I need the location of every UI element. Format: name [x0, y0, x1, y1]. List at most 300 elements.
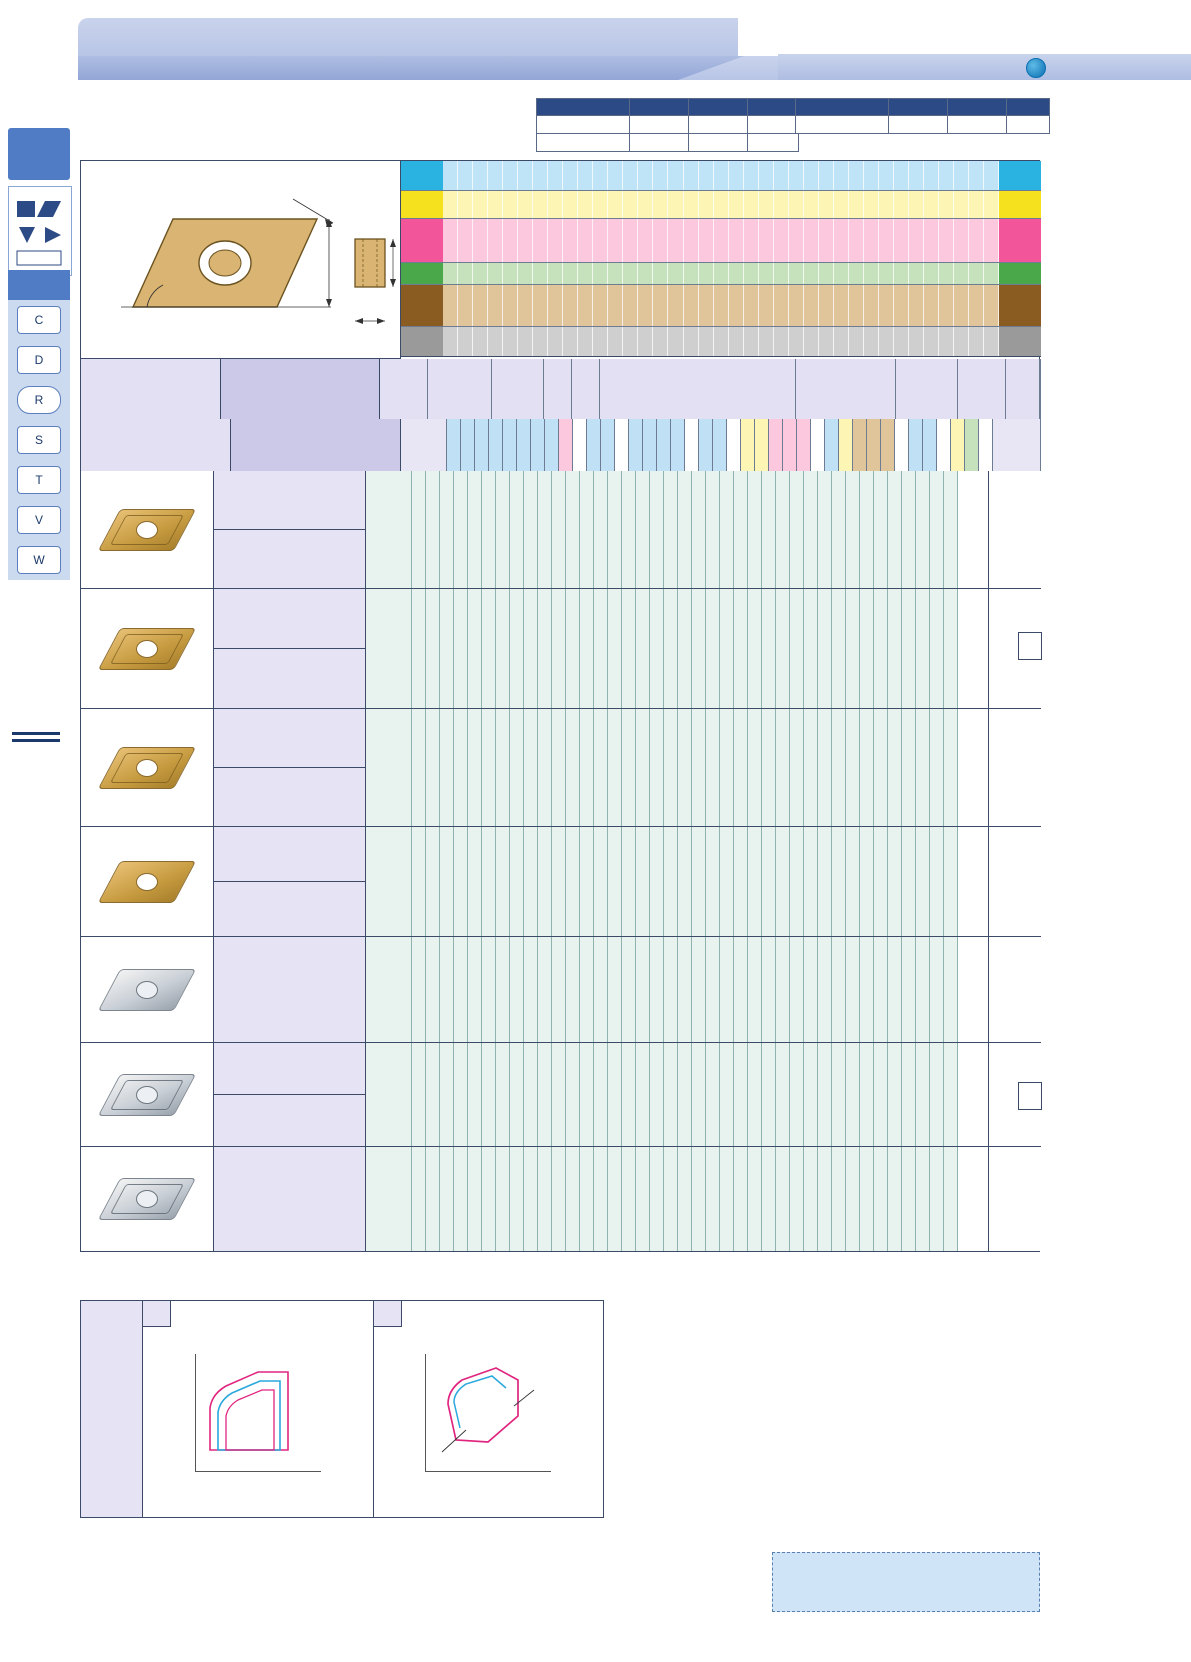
- data-cell: [594, 589, 608, 708]
- data-cell: [874, 1147, 888, 1251]
- data-cell: [804, 1043, 818, 1146]
- data-cell: [776, 589, 790, 708]
- data-cell: [594, 1147, 608, 1251]
- data-cell: [650, 589, 664, 708]
- data-cell: [496, 937, 510, 1042]
- data-cell: [566, 471, 580, 588]
- data-cell: [958, 1043, 988, 1146]
- header-group-zone-1: [380, 359, 1041, 419]
- data-cell: [552, 1043, 566, 1146]
- data-cell: [496, 709, 510, 826]
- table-row[interactable]: [81, 827, 1041, 937]
- equals-icon: [12, 732, 60, 754]
- top-table-left-r1c3: [689, 116, 748, 134]
- data-cell: [622, 937, 636, 1042]
- top-table-left-r1c2: [630, 116, 689, 134]
- data-cell: [944, 827, 958, 936]
- data-cell: [594, 937, 608, 1042]
- data-cell: [678, 1147, 692, 1251]
- data-cell: [482, 827, 496, 936]
- data-cell: [734, 1043, 748, 1146]
- data-cell: [538, 471, 552, 588]
- data-cell: [706, 471, 720, 588]
- data-cell: [776, 937, 790, 1042]
- data-cell: [804, 589, 818, 708]
- data-cell: [650, 471, 664, 588]
- data-cell: [720, 589, 734, 708]
- header-color-col-40: [993, 419, 1041, 471]
- sidebar-item-w-label: W: [17, 546, 61, 574]
- data-cell: [832, 589, 846, 708]
- data-cell: [496, 1043, 510, 1146]
- data-cell: [790, 1147, 804, 1251]
- data-cell: [622, 1147, 636, 1251]
- data-cell: [762, 1043, 776, 1146]
- data-cell: [930, 937, 944, 1042]
- data-cell: [944, 471, 958, 588]
- data-cell: [636, 1043, 650, 1146]
- top-table-left-r1c1: [537, 116, 630, 134]
- header-cell-dimension-2: [231, 419, 401, 471]
- data-cell: [804, 709, 818, 826]
- data-cell: [552, 1147, 566, 1251]
- insert-photo-2: [81, 589, 214, 708]
- data-cell: [818, 471, 832, 588]
- data-cell: [860, 1043, 874, 1146]
- data-cell: [692, 471, 706, 588]
- insert-photo-4: [81, 827, 214, 936]
- data-cell: [832, 1147, 846, 1251]
- header-group-7: [796, 359, 896, 419]
- table-row[interactable]: [81, 1043, 1041, 1147]
- sidebar-divider-block: [8, 270, 70, 304]
- data-cell: [482, 1043, 496, 1146]
- row-3-sub-1: [214, 709, 364, 768]
- data-cell: [426, 937, 440, 1042]
- figure-cell-right: [374, 1301, 604, 1517]
- data-cell: [566, 1147, 580, 1251]
- data-cell: [496, 589, 510, 708]
- data-cell: [832, 471, 846, 588]
- header-color-col-28: [825, 419, 839, 471]
- data-cell: [692, 1147, 706, 1251]
- data-cell: [538, 937, 552, 1042]
- sidebar-item-c[interactable]: [8, 300, 70, 340]
- data-cell: [440, 937, 454, 1042]
- row-5-data-columns: [366, 937, 988, 1042]
- data-cell: [916, 937, 930, 1042]
- insert-photo-3: [81, 709, 214, 826]
- header-group-8: [896, 359, 958, 419]
- data-cell: [776, 1043, 790, 1146]
- table-row: [537, 116, 799, 134]
- stripe-gray: [401, 327, 1041, 357]
- data-cell: [818, 709, 832, 826]
- stripe-yellow: [401, 191, 1041, 219]
- data-cell: [720, 937, 734, 1042]
- data-cell: [846, 1147, 860, 1251]
- data-cell: [664, 937, 678, 1042]
- data-cell: [734, 827, 748, 936]
- data-cell: [916, 1043, 930, 1146]
- table-row[interactable]: [81, 589, 1041, 709]
- top-table-right-r1c2: [889, 116, 948, 134]
- row-1-sub-1: [214, 471, 364, 530]
- header-group-9: [958, 359, 1006, 419]
- sidebar-item-v[interactable]: [8, 500, 70, 540]
- top-table-right: [795, 98, 1050, 134]
- data-cell: [622, 471, 636, 588]
- insert-photo-5: [81, 937, 214, 1042]
- sidebar-shape-legend-box: [8, 186, 72, 276]
- data-cell: [706, 937, 720, 1042]
- top-table-right-r1c1: [796, 116, 889, 134]
- data-cell: [734, 937, 748, 1042]
- data-cell: [958, 471, 988, 588]
- data-cell: [524, 827, 538, 936]
- sidebar-item-t-label: T: [17, 466, 61, 494]
- data-cell: [510, 589, 524, 708]
- data-cell: [818, 937, 832, 1042]
- data-cell: [804, 827, 818, 936]
- data-cell: [580, 1147, 594, 1251]
- data-cell: [790, 589, 804, 708]
- data-cell: [846, 471, 860, 588]
- data-cell: [608, 589, 622, 708]
- data-cell: [888, 1147, 902, 1251]
- data-cell: [776, 1147, 790, 1251]
- data-cell: [944, 937, 958, 1042]
- data-cell: [832, 1043, 846, 1146]
- figure-cell-left-tag: [143, 1301, 171, 1327]
- data-cell: [566, 709, 580, 826]
- data-cell: [790, 937, 804, 1042]
- header-color-col-14: [629, 419, 643, 471]
- data-cell: [818, 1043, 832, 1146]
- top-table-left: [536, 98, 799, 152]
- data-cell: [706, 1147, 720, 1251]
- data-cell: [748, 827, 762, 936]
- data-cell: [440, 1043, 454, 1146]
- header-color-col-38: [965, 419, 979, 471]
- data-cell: [440, 471, 454, 588]
- data-cell: [748, 1147, 762, 1251]
- data-cell: [902, 827, 916, 936]
- data-cell: [366, 1043, 412, 1146]
- data-cell: [958, 827, 988, 936]
- data-cell: [762, 827, 776, 936]
- data-cell: [594, 471, 608, 588]
- data-cell: [860, 1147, 874, 1251]
- data-cell: [720, 471, 734, 588]
- data-cell: [818, 1147, 832, 1251]
- row-3-sub-2: [214, 768, 364, 826]
- data-cell: [720, 1043, 734, 1146]
- data-cell: [902, 1147, 916, 1251]
- data-cell: [930, 1147, 944, 1251]
- data-cell: [958, 709, 988, 826]
- data-cell: [566, 1043, 580, 1146]
- sidebar-item-d[interactable]: [8, 340, 70, 380]
- sidebar-item-v-label: V: [17, 506, 61, 534]
- data-cell: [524, 589, 538, 708]
- data-cell: [622, 827, 636, 936]
- data-cell: [888, 471, 902, 588]
- header-color-col-19: [699, 419, 713, 471]
- table-row: [796, 116, 1050, 134]
- data-cell: [790, 827, 804, 936]
- data-cell: [552, 827, 566, 936]
- header-color-col-23: [755, 419, 769, 471]
- data-cell: [818, 827, 832, 936]
- data-cell: [734, 709, 748, 826]
- data-cell: [454, 937, 468, 1042]
- header-color-col-22: [741, 419, 755, 471]
- data-cell: [468, 709, 482, 826]
- data-cell: [412, 827, 426, 936]
- header-color-col-7: [531, 419, 545, 471]
- row-7-tail: [988, 1147, 1041, 1251]
- data-cell: [454, 709, 468, 826]
- data-cell: [958, 589, 988, 708]
- header-color-col-26: [797, 419, 811, 471]
- table-row[interactable]: [81, 709, 1041, 827]
- data-cell: [902, 589, 916, 708]
- data-cell: [636, 827, 650, 936]
- top-table-left-r2c2: [630, 134, 689, 152]
- header-color-col-2: [461, 419, 475, 471]
- page-header-band: [78, 18, 1120, 80]
- data-cell: [622, 709, 636, 826]
- insert-photo-6: [81, 1043, 214, 1146]
- data-cell: [594, 1043, 608, 1146]
- data-cell: [888, 827, 902, 936]
- stripe-brown: [401, 285, 1041, 327]
- data-cell: [902, 937, 916, 1042]
- data-cell: [524, 471, 538, 588]
- data-cell: [580, 937, 594, 1042]
- data-cell: [930, 1043, 944, 1146]
- data-cell: [734, 589, 748, 708]
- data-cell: [552, 937, 566, 1042]
- data-cell: [762, 937, 776, 1042]
- data-cell: [608, 709, 622, 826]
- data-cell: [804, 1147, 818, 1251]
- data-cell: [678, 937, 692, 1042]
- top-table-right-r1c4: [1007, 116, 1050, 134]
- data-cell: [874, 589, 888, 708]
- single-profile-curve: [425, 1354, 551, 1472]
- data-cell: [482, 471, 496, 588]
- data-cell: [366, 589, 412, 708]
- table-row: [537, 99, 799, 116]
- data-cell: [692, 589, 706, 708]
- header-cutout: [738, 18, 1191, 56]
- data-cell: [762, 1147, 776, 1251]
- data-cell: [552, 709, 566, 826]
- data-cell: [412, 709, 426, 826]
- header-color-col-9: [559, 419, 573, 471]
- globe-icon: [1026, 58, 1046, 78]
- rhombic-insert-dimension-diagram: [81, 161, 399, 357]
- data-cell: [650, 827, 664, 936]
- data-cell: [538, 827, 552, 936]
- data-cell: [790, 709, 804, 826]
- sidebar-item-s[interactable]: [8, 420, 70, 460]
- data-cell: [748, 937, 762, 1042]
- row-2-sub-1: [214, 589, 364, 649]
- data-cell: [496, 471, 510, 588]
- data-cell: [930, 827, 944, 936]
- data-cell: [426, 827, 440, 936]
- data-cell: [846, 827, 860, 936]
- row-6-data-columns: [366, 1043, 988, 1146]
- data-cell: [580, 471, 594, 588]
- data-cell: [664, 589, 678, 708]
- data-cell: [930, 471, 944, 588]
- data-cell: [566, 827, 580, 936]
- data-cell: [608, 1043, 622, 1146]
- data-cell: [790, 1043, 804, 1146]
- data-cell: [888, 589, 902, 708]
- row-5-sub-1: [214, 937, 365, 1042]
- row-3-data-columns: [366, 709, 988, 826]
- data-cell: [510, 1043, 524, 1146]
- row-2-sub-2: [214, 649, 364, 708]
- row-4-sub-2: [214, 882, 364, 936]
- row-2-data-columns: [366, 589, 988, 708]
- data-cell: [510, 709, 524, 826]
- header-color-col-16: [657, 419, 671, 471]
- insert-photo-7: [81, 1147, 214, 1251]
- data-cell: [888, 937, 902, 1042]
- data-cell: [916, 1147, 930, 1251]
- data-cell: [832, 709, 846, 826]
- data-cell: [538, 709, 552, 826]
- data-cell: [874, 709, 888, 826]
- data-cell: [426, 589, 440, 708]
- row-6-subrows: [214, 1043, 365, 1146]
- header-color-col-5: [503, 419, 517, 471]
- data-cell: [580, 1043, 594, 1146]
- data-cell: [510, 471, 524, 588]
- insert-dimension-table: [80, 160, 1040, 1252]
- data-cell: [412, 1147, 426, 1251]
- data-cell: [846, 1043, 860, 1146]
- data-cell: [846, 709, 860, 826]
- data-cell: [818, 589, 832, 708]
- data-cell: [440, 709, 454, 826]
- data-cell: [468, 471, 482, 588]
- data-cell: [608, 1147, 622, 1251]
- header-color-col-31: [867, 419, 881, 471]
- data-cell: [874, 827, 888, 936]
- data-cell: [650, 1043, 664, 1146]
- row-4-tail: [988, 827, 1041, 936]
- data-cell: [748, 1043, 762, 1146]
- data-cell: [608, 827, 622, 936]
- data-cell: [650, 709, 664, 826]
- row-7-data-columns: [366, 1147, 988, 1251]
- header-color-col-6: [517, 419, 531, 471]
- data-cell: [426, 471, 440, 588]
- data-cell: [636, 471, 650, 588]
- table-row: [537, 134, 799, 152]
- header-group-10: [1006, 359, 1040, 419]
- data-cell: [860, 937, 874, 1042]
- table-row[interactable]: [81, 1147, 1041, 1251]
- header-color-col-15: [643, 419, 657, 471]
- data-cell: [776, 471, 790, 588]
- data-cell: [916, 709, 930, 826]
- data-cell: [510, 827, 524, 936]
- data-cell: [944, 589, 958, 708]
- data-cell: [790, 471, 804, 588]
- header-color-col-13: [615, 419, 629, 471]
- top-table-left-h1: [537, 99, 630, 116]
- chipbreaker-range-figures: [80, 1300, 604, 1518]
- data-cell: [748, 589, 762, 708]
- header-group-2: [428, 359, 492, 419]
- header-color-col-11: [587, 419, 601, 471]
- column-header-row-2: [81, 419, 1041, 472]
- data-cell: [692, 827, 706, 936]
- row-6-sub-1: [214, 1043, 364, 1095]
- table-body: [81, 471, 1041, 1251]
- top-table-left-h2: [630, 99, 689, 116]
- data-cell: [552, 589, 566, 708]
- data-cell: [846, 937, 860, 1042]
- table-row: [796, 99, 1050, 116]
- top-table-left-r2c3: [689, 134, 748, 152]
- top-table-left-r2c1: [537, 134, 630, 152]
- insert-photo-1: [81, 471, 214, 588]
- data-cell: [366, 827, 412, 936]
- top-table-left-h3: [689, 99, 748, 116]
- sidebar-item-r[interactable]: [8, 380, 70, 420]
- data-cell: [440, 827, 454, 936]
- sidebar-item-t[interactable]: [8, 460, 70, 500]
- data-cell: [706, 709, 720, 826]
- header-cell-dimension: [221, 359, 380, 419]
- data-cell: [412, 937, 426, 1042]
- sidebar-item-w[interactable]: [8, 540, 70, 580]
- data-cell: [916, 589, 930, 708]
- data-cell: [664, 709, 678, 826]
- header-color-col-20: [713, 419, 727, 471]
- data-cell: [650, 1147, 664, 1251]
- data-cell: [706, 827, 720, 936]
- data-cell: [552, 471, 566, 588]
- data-cell: [622, 1043, 636, 1146]
- data-cell: [538, 1147, 552, 1251]
- row-1-sub-2: [214, 530, 364, 588]
- table-row[interactable]: [81, 471, 1041, 589]
- footer-note-box: [772, 1552, 1040, 1612]
- data-cell: [468, 1043, 482, 1146]
- data-cell: [860, 471, 874, 588]
- data-cell: [930, 709, 944, 826]
- data-cell: [580, 709, 594, 826]
- data-cell: [916, 827, 930, 936]
- header-group-1: [380, 359, 428, 419]
- data-cell: [692, 937, 706, 1042]
- edge-marker-lower: [1018, 1082, 1042, 1110]
- table-row[interactable]: [81, 937, 1041, 1043]
- data-cell: [412, 471, 426, 588]
- data-cell: [776, 709, 790, 826]
- header-color-col-29: [839, 419, 853, 471]
